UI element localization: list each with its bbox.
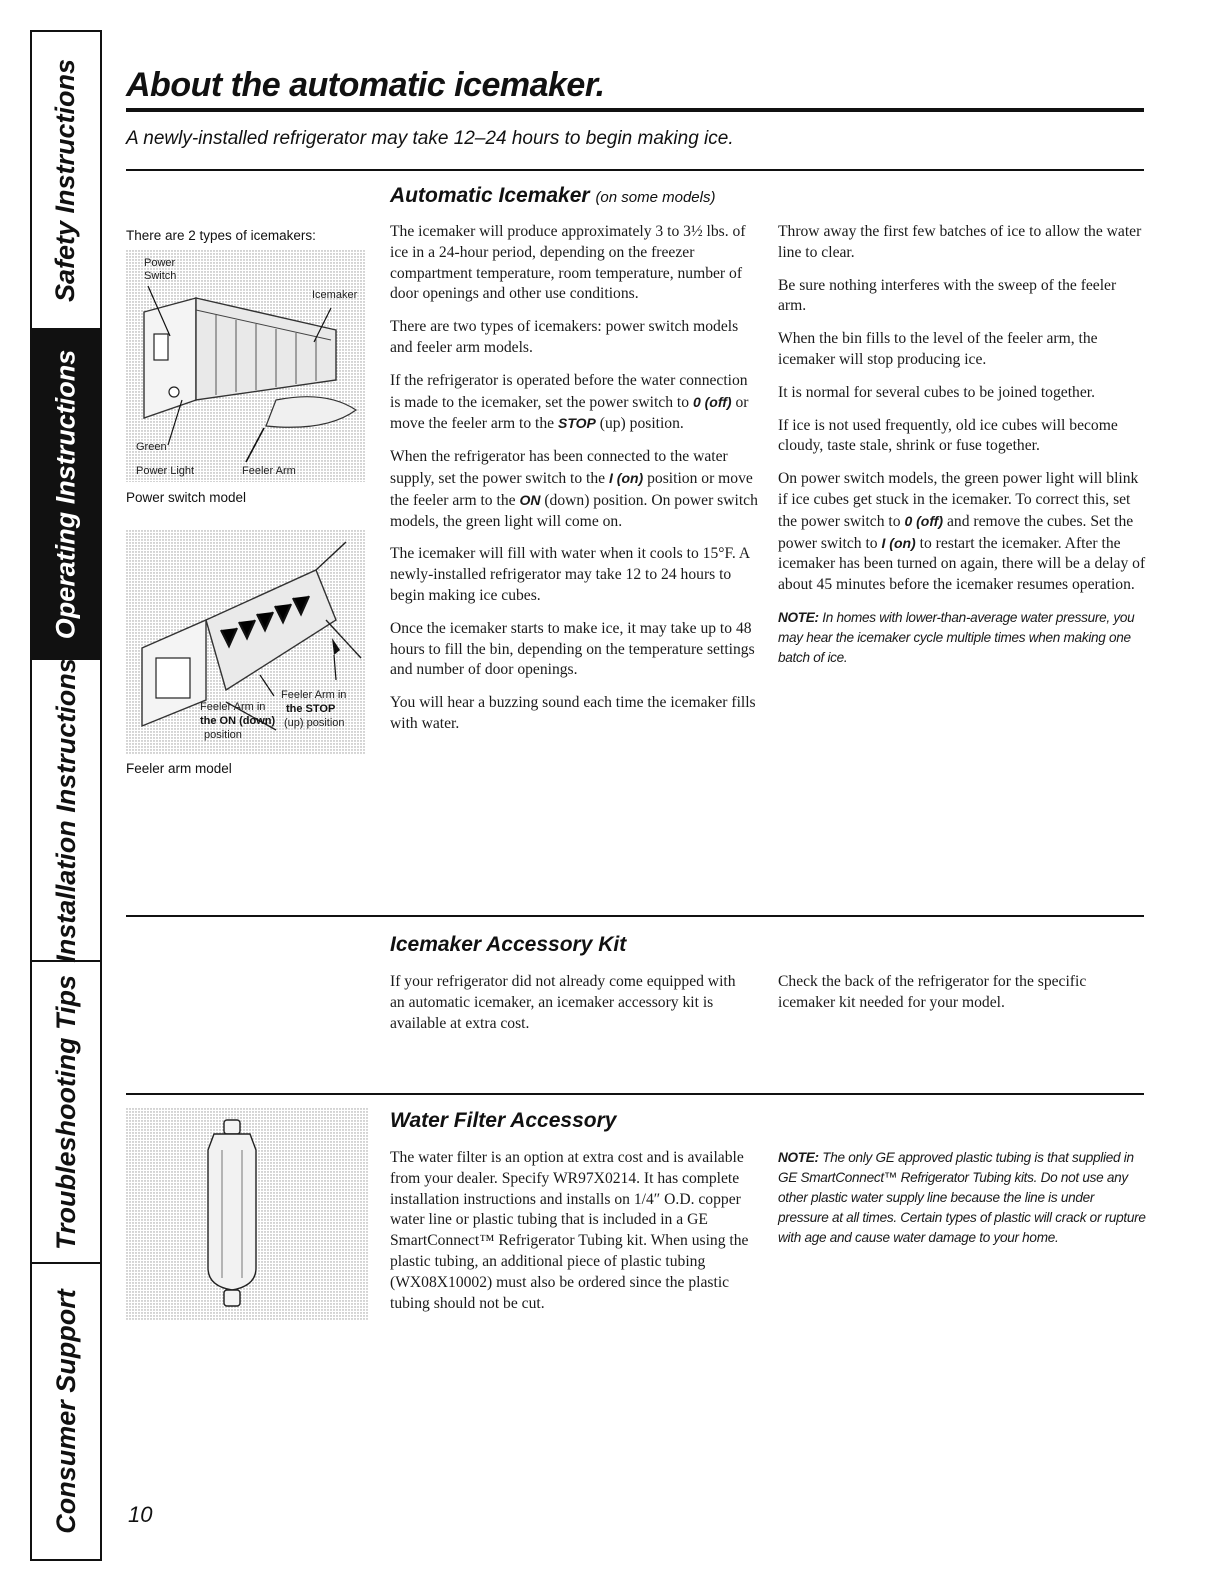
paragraph: Be sure nothing interferes with the sweep of the feeler arm. <box>778 276 1117 315</box>
stop-label: STOP <box>558 415 596 432</box>
section-divider <box>126 169 1144 171</box>
tab-troubleshooting-tips[interactable] <box>32 962 100 1264</box>
switch-on-label: I (on) <box>609 469 644 486</box>
paragraph: There are two types of icemakers: power switch models and feeler arm models. <box>390 318 739 356</box>
paragraph: Check the back of the refrigerator for the specific icemaker kit needed for your model. <box>778 973 1087 1011</box>
paragraph: The icemaker will fill with water when it cools to 15°F. A newly-installed refrigerator may take 12 to 24 hours to begin making ice cubes. <box>390 545 750 604</box>
paragraph: On power switch models, the green power light will blink if ice cubes get stuck in the icemaker. To correct this, set the power switch to 0 (off) and remove the cubes. Set the power switch to I (on) to restart the icemaker. After the icemaker has been turned on again, there will be a delay of about 45 minutes before the icemaker resumes operation. <box>778 470 1146 594</box>
paragraph: If the refrigerator is operated before the water connection is made to the icemaker, set the power switch to 0 (off) or move the feeler arm to the STOP (up) position. <box>390 371 749 433</box>
paragraph: The water filter is an option at extra cost and is available from your dealer. Specify WR97X0214. It has complete installation instructions and installs on 1/4″ O.D. copper water line or plastic tubing that is included in a GE SmartConnect™ Refrigerator Tubing kit. When using the plastic tubing, an additional piece of plastic tubing (WX08X10002) must also be ordered since the plastic tubing should not be cut. <box>390 1149 749 1312</box>
water-filter-column-2 <box>778 1148 1146 1260</box>
automatic-icemaker-column-2 <box>778 222 1146 680</box>
tab-consumer-support[interactable] <box>32 1264 100 1559</box>
tab-label: Consumer Support <box>50 1289 81 1534</box>
tab-safety-instructions[interactable] <box>32 32 100 330</box>
switch-off-label: 0 (off) <box>904 512 944 529</box>
callout-the-on-down: the ON (down) <box>200 715 276 727</box>
page-number: 10 <box>128 1502 153 1527</box>
paragraph: It is normal for several cubes to be joined together. <box>778 383 1095 401</box>
callout-feeler-arm: Feeler Arm <box>242 465 296 477</box>
water-pressure-note: NOTE: In homes with lower-than-average water pressure, you may hear the icemaker cycle multiple times when making one batch of ice. <box>778 609 1135 665</box>
icemaker-accessory-kit-heading: Icemaker Accessory Kit <box>390 933 627 956</box>
tab-label: Installation Instructions <box>50 657 81 963</box>
paragraph: You will hear a buzzing sound each time the icemaker fills with water. <box>390 694 756 732</box>
paragraph: If ice is not used frequently, old ice cubes will become cloudy, taste stale, shrink or fuse together. <box>778 416 1118 455</box>
callout-power: Power <box>144 257 176 269</box>
feeler-arm-icemaker-illustration <box>126 530 366 755</box>
automatic-icemaker-title: Automatic Icemaker <box>390 184 590 207</box>
callout-feeler-arm-in-down: Feeler Arm in <box>200 701 266 713</box>
callout-up-position: (up) position <box>284 717 345 729</box>
tubing-note: NOTE: The only GE approved plastic tubing is that supplied in GE SmartConnect™ Refrigerator Tubing kits. Do not use any other plastic water supply line because the line is under pressure at all times. Certain types of plastic will crack or rupture with age and cause water damage to your home. <box>778 1150 1146 1245</box>
callout-power-light: Power Light <box>136 465 195 477</box>
switch-on-label: I (on) <box>881 534 916 551</box>
accessory-kit-column-2 <box>778 972 1146 1026</box>
callout-icemaker: Icemaker <box>312 289 358 301</box>
on-label: ON <box>519 491 541 508</box>
paragraph: Throw away the first few batches of ice to allow the water line to clear. <box>778 223 1142 261</box>
page-title: About the automatic icemaker. <box>126 66 605 104</box>
title-rule <box>126 108 1144 112</box>
section-tab-bar <box>30 30 102 1561</box>
water-filter-accessory-heading: Water Filter Accessory <box>390 1109 617 1132</box>
power-switch-icemaker-illustration <box>126 250 366 482</box>
feeler-arm-model-caption: Feeler arm model <box>126 761 232 776</box>
callout-feeler-arm-in: Feeler Arm in <box>281 689 347 701</box>
tab-label: Troubleshooting Tips <box>50 974 81 1250</box>
paragraph: The icemaker will produce approximately 3 to 3½ lbs. of ice in a 24-hour period, depending on the freezer compartment temperature, room temperature, number of door openings and other use conditions. <box>390 223 746 303</box>
paragraph: When the refrigerator has been connected to the water supply, set the power switch to the I (on) position or move the feeler arm to the ON (down) position. On power switch models, the green light will come on. <box>390 448 758 530</box>
automatic-icemaker-qualifier: (on some models) <box>595 189 716 206</box>
power-switch-model-caption: Power switch model <box>126 490 247 505</box>
page-subtitle: A newly-installed refrigerator may take 12–24 hours to begin making ice. <box>126 128 734 149</box>
tab-installation-instructions[interactable] <box>32 657 100 963</box>
switch-off-label: 0 (off) <box>692 393 732 410</box>
callout-switch: Switch <box>144 270 177 282</box>
icemaker-types-intro: There are 2 types of icemakers: <box>126 228 316 243</box>
water-filter-column-1 <box>390 1148 760 1326</box>
accessory-kit-column-1 <box>390 972 740 1046</box>
note-label: NOTE: <box>778 609 819 625</box>
section-divider <box>126 915 1144 917</box>
automatic-icemaker-heading <box>390 184 715 208</box>
water-filter-illustration <box>126 1108 368 1320</box>
note-label: NOTE: <box>778 1150 819 1165</box>
callout-down-position: position <box>204 729 242 741</box>
automatic-icemaker-column-1 <box>390 222 760 747</box>
tab-operating-instructions[interactable] <box>32 330 100 660</box>
paragraph: If your refrigerator did not already come equipped with an automatic icemaker, an icemaker accessory kit is available at extra cost. <box>390 973 736 1032</box>
paragraph: Once the icemaker starts to make ice, it may take up to 48 hours to fill the bin, depending on the temperature settings and number of door openings. <box>390 619 755 679</box>
tab-label: Safety Instructions <box>50 58 81 302</box>
paragraph: When the bin fills to the level of the feeler arm, the icemaker will stop producing ice. <box>778 330 1098 368</box>
tab-label: Operating Instructions <box>50 349 81 639</box>
section-divider <box>126 1093 1144 1095</box>
callout-green: Green <box>136 441 167 453</box>
callout-the-stop: the STOP <box>286 703 336 715</box>
